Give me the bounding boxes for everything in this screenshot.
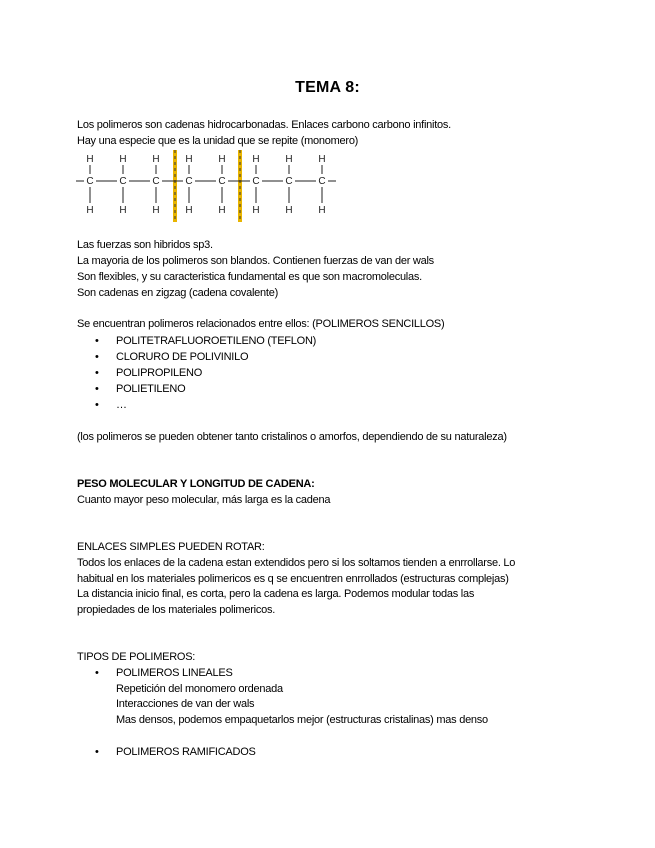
- tipo-lineales-label: POLIMEROS LINEALES: [116, 667, 233, 679]
- cristal-note: (los polimeros se pueden obtener tanto cristalinos o amorfos, dependiendo de su naturaleza): [77, 431, 507, 443]
- tipo-ramificados-label: POLIMEROS RAMIFICADOS: [116, 746, 256, 758]
- hydrogen-atom: H: [185, 205, 193, 216]
- carbon-atom: C: [285, 176, 293, 187]
- bullet-glyph: •: [95, 367, 99, 379]
- props-line-3: Son flexibles, y su caracteristica fundamental es que son macromoleculas.: [77, 271, 422, 283]
- related-item: CLORURO DE POLIVINILO: [116, 351, 249, 363]
- hydrogen-atom: H: [119, 205, 127, 216]
- related-item: POLIETILENO: [116, 383, 186, 395]
- enlaces-line-4: propiedades de los materiales polimericos.: [77, 604, 275, 616]
- hydrogen-atom: H: [252, 154, 260, 165]
- carbon-atom: C: [86, 176, 94, 187]
- page-title: TEMA 8:: [295, 79, 360, 96]
- peso-text: Cuanto mayor peso molecular, más larga es la cadena: [77, 494, 331, 506]
- bullet-glyph: •: [95, 399, 99, 411]
- props-line-4: Son cadenas en zigzag (cadena covalente): [77, 287, 278, 299]
- related-intro: Se encuentran polimeros relacionados entre ellos: (POLIMEROS SENCILLOS): [77, 318, 445, 330]
- bullet-glyph: •: [95, 335, 99, 347]
- enlaces-heading: ENLACES SIMPLES PUEDEN ROTAR:: [77, 541, 265, 553]
- hydrogen-atom: H: [86, 205, 94, 216]
- carbon-atom: C: [152, 176, 160, 187]
- hydrogen-atom: H: [285, 205, 293, 216]
- props-line-1: Las fuerzas son hibridos sp3.: [77, 239, 213, 251]
- props-line-2: La mayoria de los polimeros son blandos. Contienen fuerzas de van der wals: [77, 255, 434, 267]
- hydrogen-atom: H: [318, 205, 326, 216]
- enlaces-line-3: La distancia inicio final, es corta, pero la cadena es larga. Podemos modular todas las: [77, 588, 475, 600]
- intro-line-1: Los polimeros son cadenas hidrocarbonadas. Enlaces carbono carbono infinitos.: [77, 119, 451, 131]
- hydrogen-atom: H: [252, 205, 260, 216]
- hydrogen-atom: H: [185, 154, 193, 165]
- hydrogen-atom: H: [86, 154, 94, 165]
- enlaces-line-1: Todos los enlaces de la cadena estan extendidos pero si los soltamos tienden a enrrollarse. Lo: [77, 557, 516, 569]
- hydrogen-atom: H: [152, 154, 160, 165]
- tipo-lineales-detail: Interacciones de van der wals: [116, 698, 255, 710]
- bullet-glyph: •: [95, 383, 99, 395]
- carbon-atom: C: [185, 176, 193, 187]
- bullet-glyph: •: [95, 351, 99, 363]
- hydrogen-atom: H: [318, 154, 326, 165]
- hydrogen-atom: H: [285, 154, 293, 165]
- tipos-heading: TIPOS DE POLIMEROS:: [77, 651, 196, 663]
- hydrogen-atom: H: [218, 205, 226, 216]
- related-item: POLITETRAFLUOROETILENO (TEFLON): [116, 335, 317, 347]
- carbon-atom: C: [119, 176, 127, 187]
- bullet-glyph: •: [95, 667, 99, 679]
- enlaces-line-2: habitual en los materiales polimericos es q se encuentren enrrollados (estructuras complejas): [77, 573, 509, 585]
- peso-heading: PESO MOLECULAR Y LONGITUD DE CADENA:: [77, 478, 315, 490]
- tipo-lineales-detail: Mas densos, podemos empaquetarlos mejor (estructuras cristalinas) mas denso: [116, 714, 488, 726]
- carbon-atom: C: [318, 176, 326, 187]
- polymer-chain-diagram: [76, 150, 346, 224]
- related-item: …: [116, 399, 127, 411]
- tipo-lineales-detail: Repetición del monomero ordenada: [116, 683, 283, 695]
- related-item: POLIPROPILENO: [116, 367, 203, 379]
- hydrogen-atom: H: [218, 154, 226, 165]
- carbon-atom: C: [218, 176, 226, 187]
- hydrogen-atom: H: [152, 205, 160, 216]
- bullet-glyph: •: [95, 746, 99, 758]
- carbon-atom: C: [252, 176, 260, 187]
- intro-line-2: Hay una especie que es la unidad que se repite (monomero): [77, 135, 359, 147]
- hydrogen-atom: H: [119, 154, 127, 165]
